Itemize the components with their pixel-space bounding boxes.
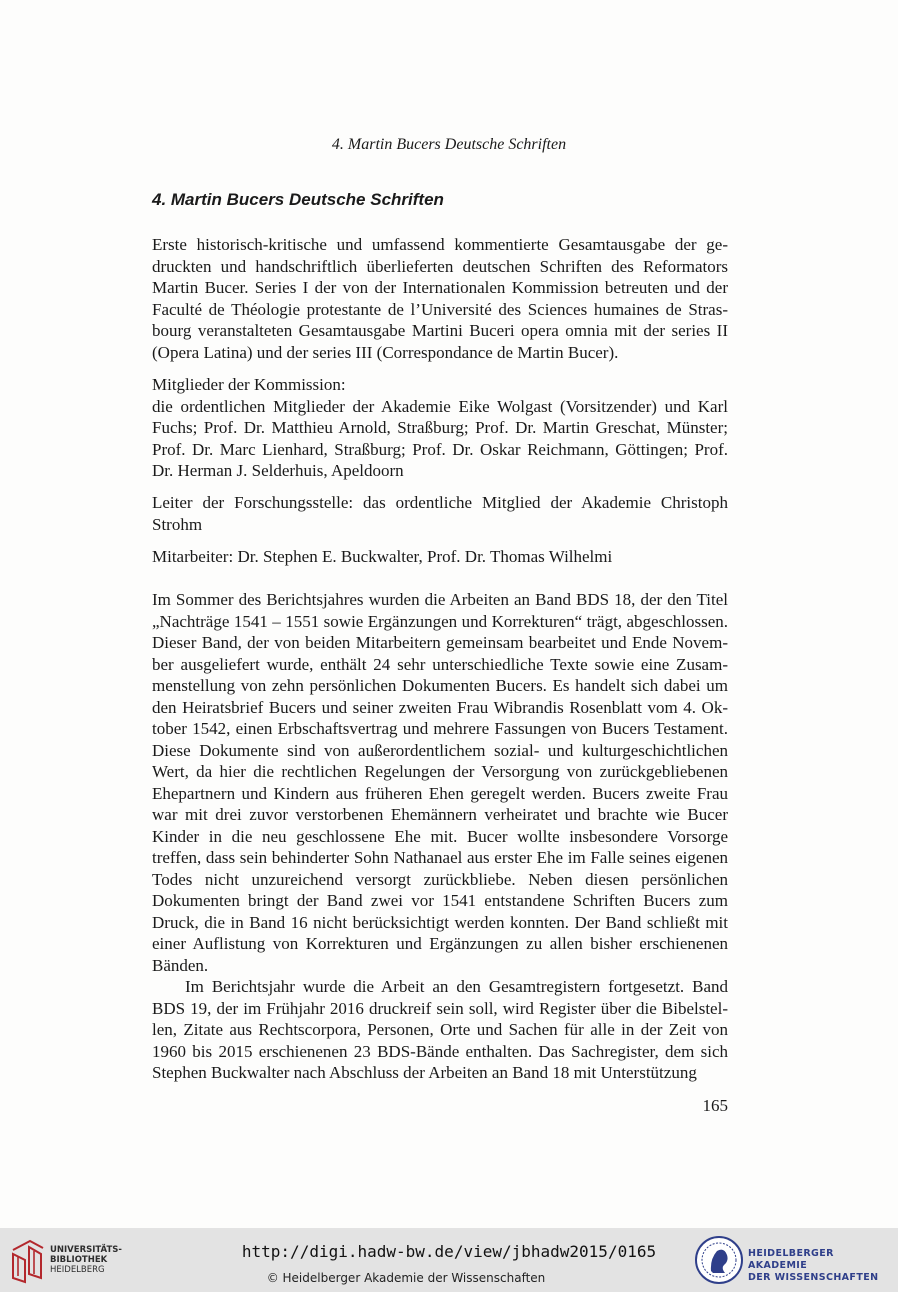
page-number: 165 xyxy=(702,1096,728,1115)
report-paragraph: Im Sommer des Berichtsjahres wurden die Arbeiten an Band BDS 18, der den Titel „Nachträge 1541 – 1551 sowie Ergänzungen und Korrekturen“ trägt, abgeschlossen. Dieser Band, der von beiden Mitarbeitern gemeinsam bearbeitet und Ende November ausgeliefert wurde, enthält 24 sehr unterschiedliche Texte sowie eine Zusammenstellung von zehn persönlichen Dokumenten Bucers. Es handelt sich dabei um den Heiratsbrief Bucers und seiner zweiten Frau Wibrandis Rosenblatt vom 4. Oktober 1542, einen Erbschaftsvertrag und mehrere Fassungen von Bucers Testament. Diese Dokumente sind von außerordentlichem sozial- und kulturgeschichtlichen Wert, da hier die rechtlichen Regelungen der Versorgung von zurückgebliebenen Ehepartnern und Kindern aus früheren Ehen geregelt werden. Bucers zweite Frau war mit drei zuvor verstorbenen Ehemännern verheiratet und brachte wie Bucer Kinder in die neu geschlossene Ehe mit. Bucer wollte insbesondere Vorsorge treffen, dass sein behinderter Sohn Nathanael aus erster Ehe im Falle seines eigenen Todes nicht unzureichend versorgt zurückbliebe. Neben diesen persönlichen Dokumenten bringt der Band zwei vor 1541 entstandene Schriften Bucers zum Druck, die in Band 16 nicht berücksichtigt werden konnten. Der Band schließt mit einer Auflistung von Korrekturen und Ergänzungen zu allen bisher erschienenen Bänden. xyxy=(152,590,728,975)
digitization-footer xyxy=(0,1228,898,1292)
academy-seal-icon xyxy=(694,1235,744,1285)
running-head: 4. Martin Bucers Deutsche Schriften xyxy=(331,136,567,153)
staff-text: Mitarbeiter: Dr. Stephen E. Buckwalter, Prof. Dr. Thomas Wilhelmi xyxy=(152,547,613,566)
academy-logo-line: HEIDELBERGER AKADEMIE xyxy=(748,1248,834,1271)
library-logo-line: HEIDELBERG xyxy=(50,1265,105,1275)
research-leader xyxy=(152,492,728,535)
intro-paragraph xyxy=(152,234,728,363)
report-paragraph: Im Berichtsjahr wurde die Arbeit an den Gesamtregistern fortgesetzt. Band BDS 19, der im Frühjahr 2016 druckreif sein soll, wird Register über die Bibelstellen, Zitate aus Rechtscorpora, Personen, Orte und Sachen für alle in der Zeit von 1960 bis 2015 erschienenen 23 BDS-Bände enthalten. Das Sachregister, dem sich Stephen Buckwalter nach Abschluss der Arbeiten an Band 18 mit Unterstützung xyxy=(152,977,728,1082)
intro-text: Erste historisch-kritische und umfassend kommentierte Gesamtausgabe der gedruckten und handschriftlich überlieferten deutschen Schriften des Reformators Martin Bucer. Series I der von der Internationalen Kommission betreuten und der Faculté de Théologie protestante de l’Université des Sciences humaines de Strasbourg veranstalteten Gesamtausgabe Martini Buceri opera omnia mit der series II (Opera Latina) und der series III (Correspondance de Martin Bucer). xyxy=(152,235,728,362)
permalink-url[interactable]: http://digi.hadw-bw.de/view/jbhadw2015/0165 xyxy=(241,1242,657,1261)
copyright-notice: © Heidelberger Akademie der Wissenschaften xyxy=(266,1271,546,1285)
members-text: die ordentlichen Mitglieder der Akademie Eike Wolgast (Vorsitzender) und Karl Fuchs; Prof. Dr. Matthieu Arnold, Straßburg; Prof. Dr. Martin Greschat, Münster; Prof. Dr. Marc Lienhard, Straßburg; Prof. Dr. Oskar Reichmann, Göttingen; Prof. Dr. Herman J. Selderhuis, Apeldoorn xyxy=(152,396,728,480)
academy-logo-text xyxy=(748,1248,894,1284)
members-label: Mitglieder der Kommission: xyxy=(152,375,346,394)
academy-logo-line: DER WISSENSCHAFTEN xyxy=(748,1272,879,1283)
library-logo-line: UNIVERSITÄTS- xyxy=(50,1245,122,1255)
leader-text: Leiter der Forschungsstelle: das ordentliche Mitglied der Akademie Christoph Strohm xyxy=(152,493,728,534)
section-heading: 4. Martin Bucers Deutsche Schriften xyxy=(152,190,444,209)
academy-logo[interactable] xyxy=(694,1235,894,1287)
commission-members xyxy=(152,374,728,482)
library-logo-line: BIBLIOTHEK xyxy=(50,1255,108,1265)
annual-report xyxy=(152,589,728,1084)
staff-members xyxy=(152,546,728,568)
